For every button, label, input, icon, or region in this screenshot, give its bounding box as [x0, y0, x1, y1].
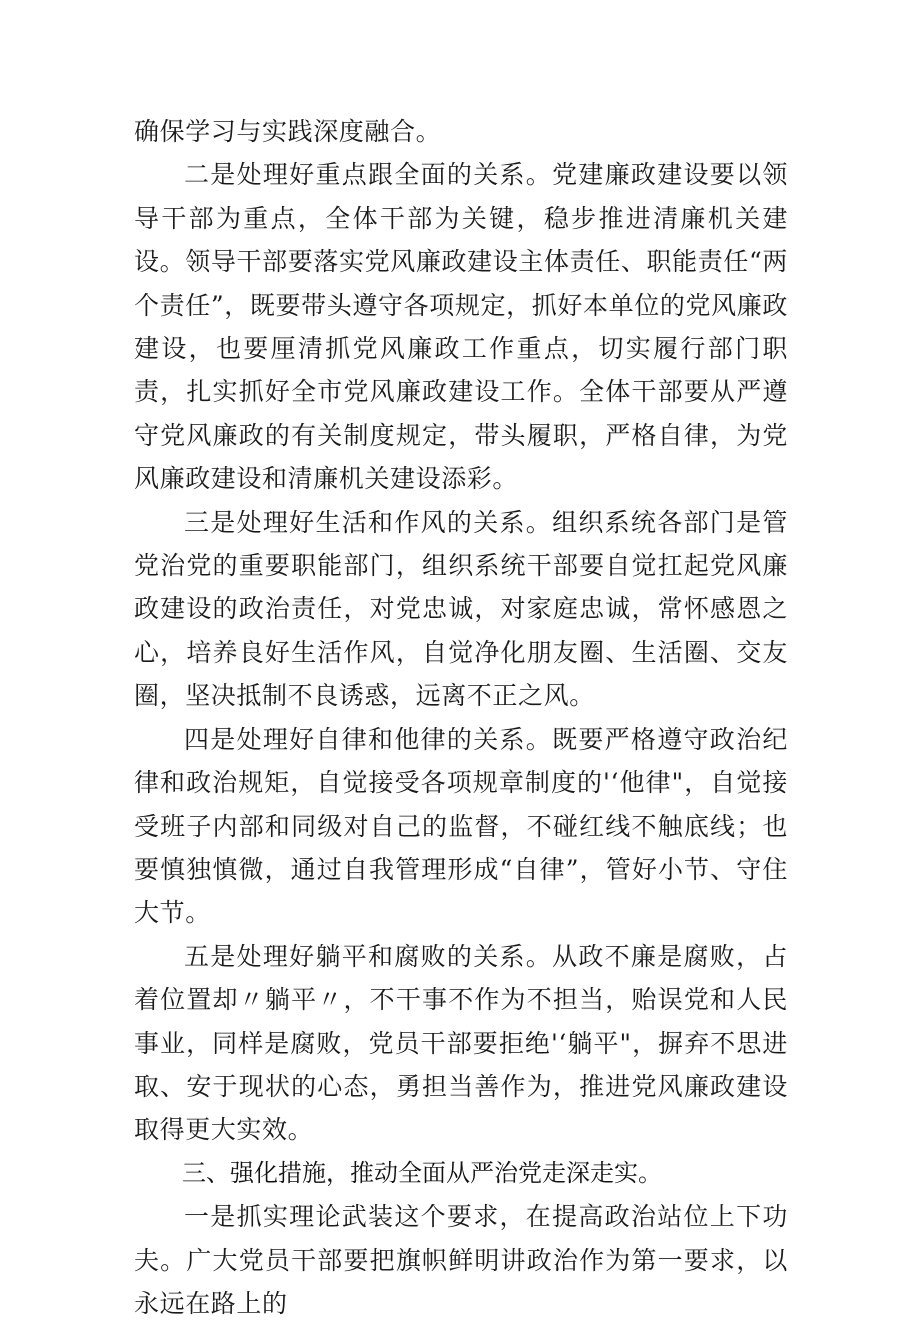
section-heading-three: 三、强化措施，推动全面从严治党走深走实。 [182, 1158, 662, 1187]
paragraph-point-four-self-discipline: 四是处理好自律和他律的关系。既要严格遵守政治纪律和政治规矩，自觉接受各项规章制度的'‘他律"，自觉接受班子内部和同级对自己的监督，不碰红线不触底线；也要慎独慎微，通过自我管理形成“自律”，管好小节、守住大节。 [134, 724, 788, 928]
paragraph-point-two-focus-and-overall: 二是处理好重点跟全面的关系。党建廉政建设要以领导干部为重点，全体干部为关键，稳步推进清廉机关建设。领导干部要落实党风廉政建设主体责任、职能责任“两个责任”，既要带头遵守各项规定，抓好本单位的党风廉政建设，也要厘清抓党风廉政工作重点，切实履行部门职责，扎实抓好全市党风廉政建设工作。全体干部要从严遵守党风廉政的有关制度规定，带头履职，严格自律，为党风廉政建设和清廉机关建设添彩。 [134, 160, 788, 494]
paragraph-continuation: 确保学习与实践深度融合。 [134, 117, 442, 146]
paragraph-point-five-lying-flat-and-corruption: 五是处理好躺平和腐败的关系。从政不廉是腐败，占着位置却〃躺平〃，不干事不作为不担当，贻误党和人民事业，同样是腐败，党员干部要拒绝'‘躺平"，摒弃不思进取、安于现状的心态，勇担当善作为，推进党风廉政建设取得更大实效。 [134, 941, 788, 1145]
paragraph-point-three-life-and-conduct: 三是处理好生活和作风的关系。组织系统各部门是管党治党的重要职能部门，组织系统干部要自觉扛起党风廉政建设的政治责任，对党忠诚，对家庭忠诚，常怀感恩之心，培养良好生活作风，自觉净化朋友圈、生活圈、交友圈，坚决抵制不良诱惑，远离不正之风。 [134, 507, 788, 711]
paragraph-point-one-theory: 一是抓实理论武装这个要求，在提高政治站位上下功夫。广大党员干部要把旗帜鲜明讲政治作为第一要求，以永远在路上的 [134, 1202, 788, 1318]
document-body [134, 110, 788, 1325]
